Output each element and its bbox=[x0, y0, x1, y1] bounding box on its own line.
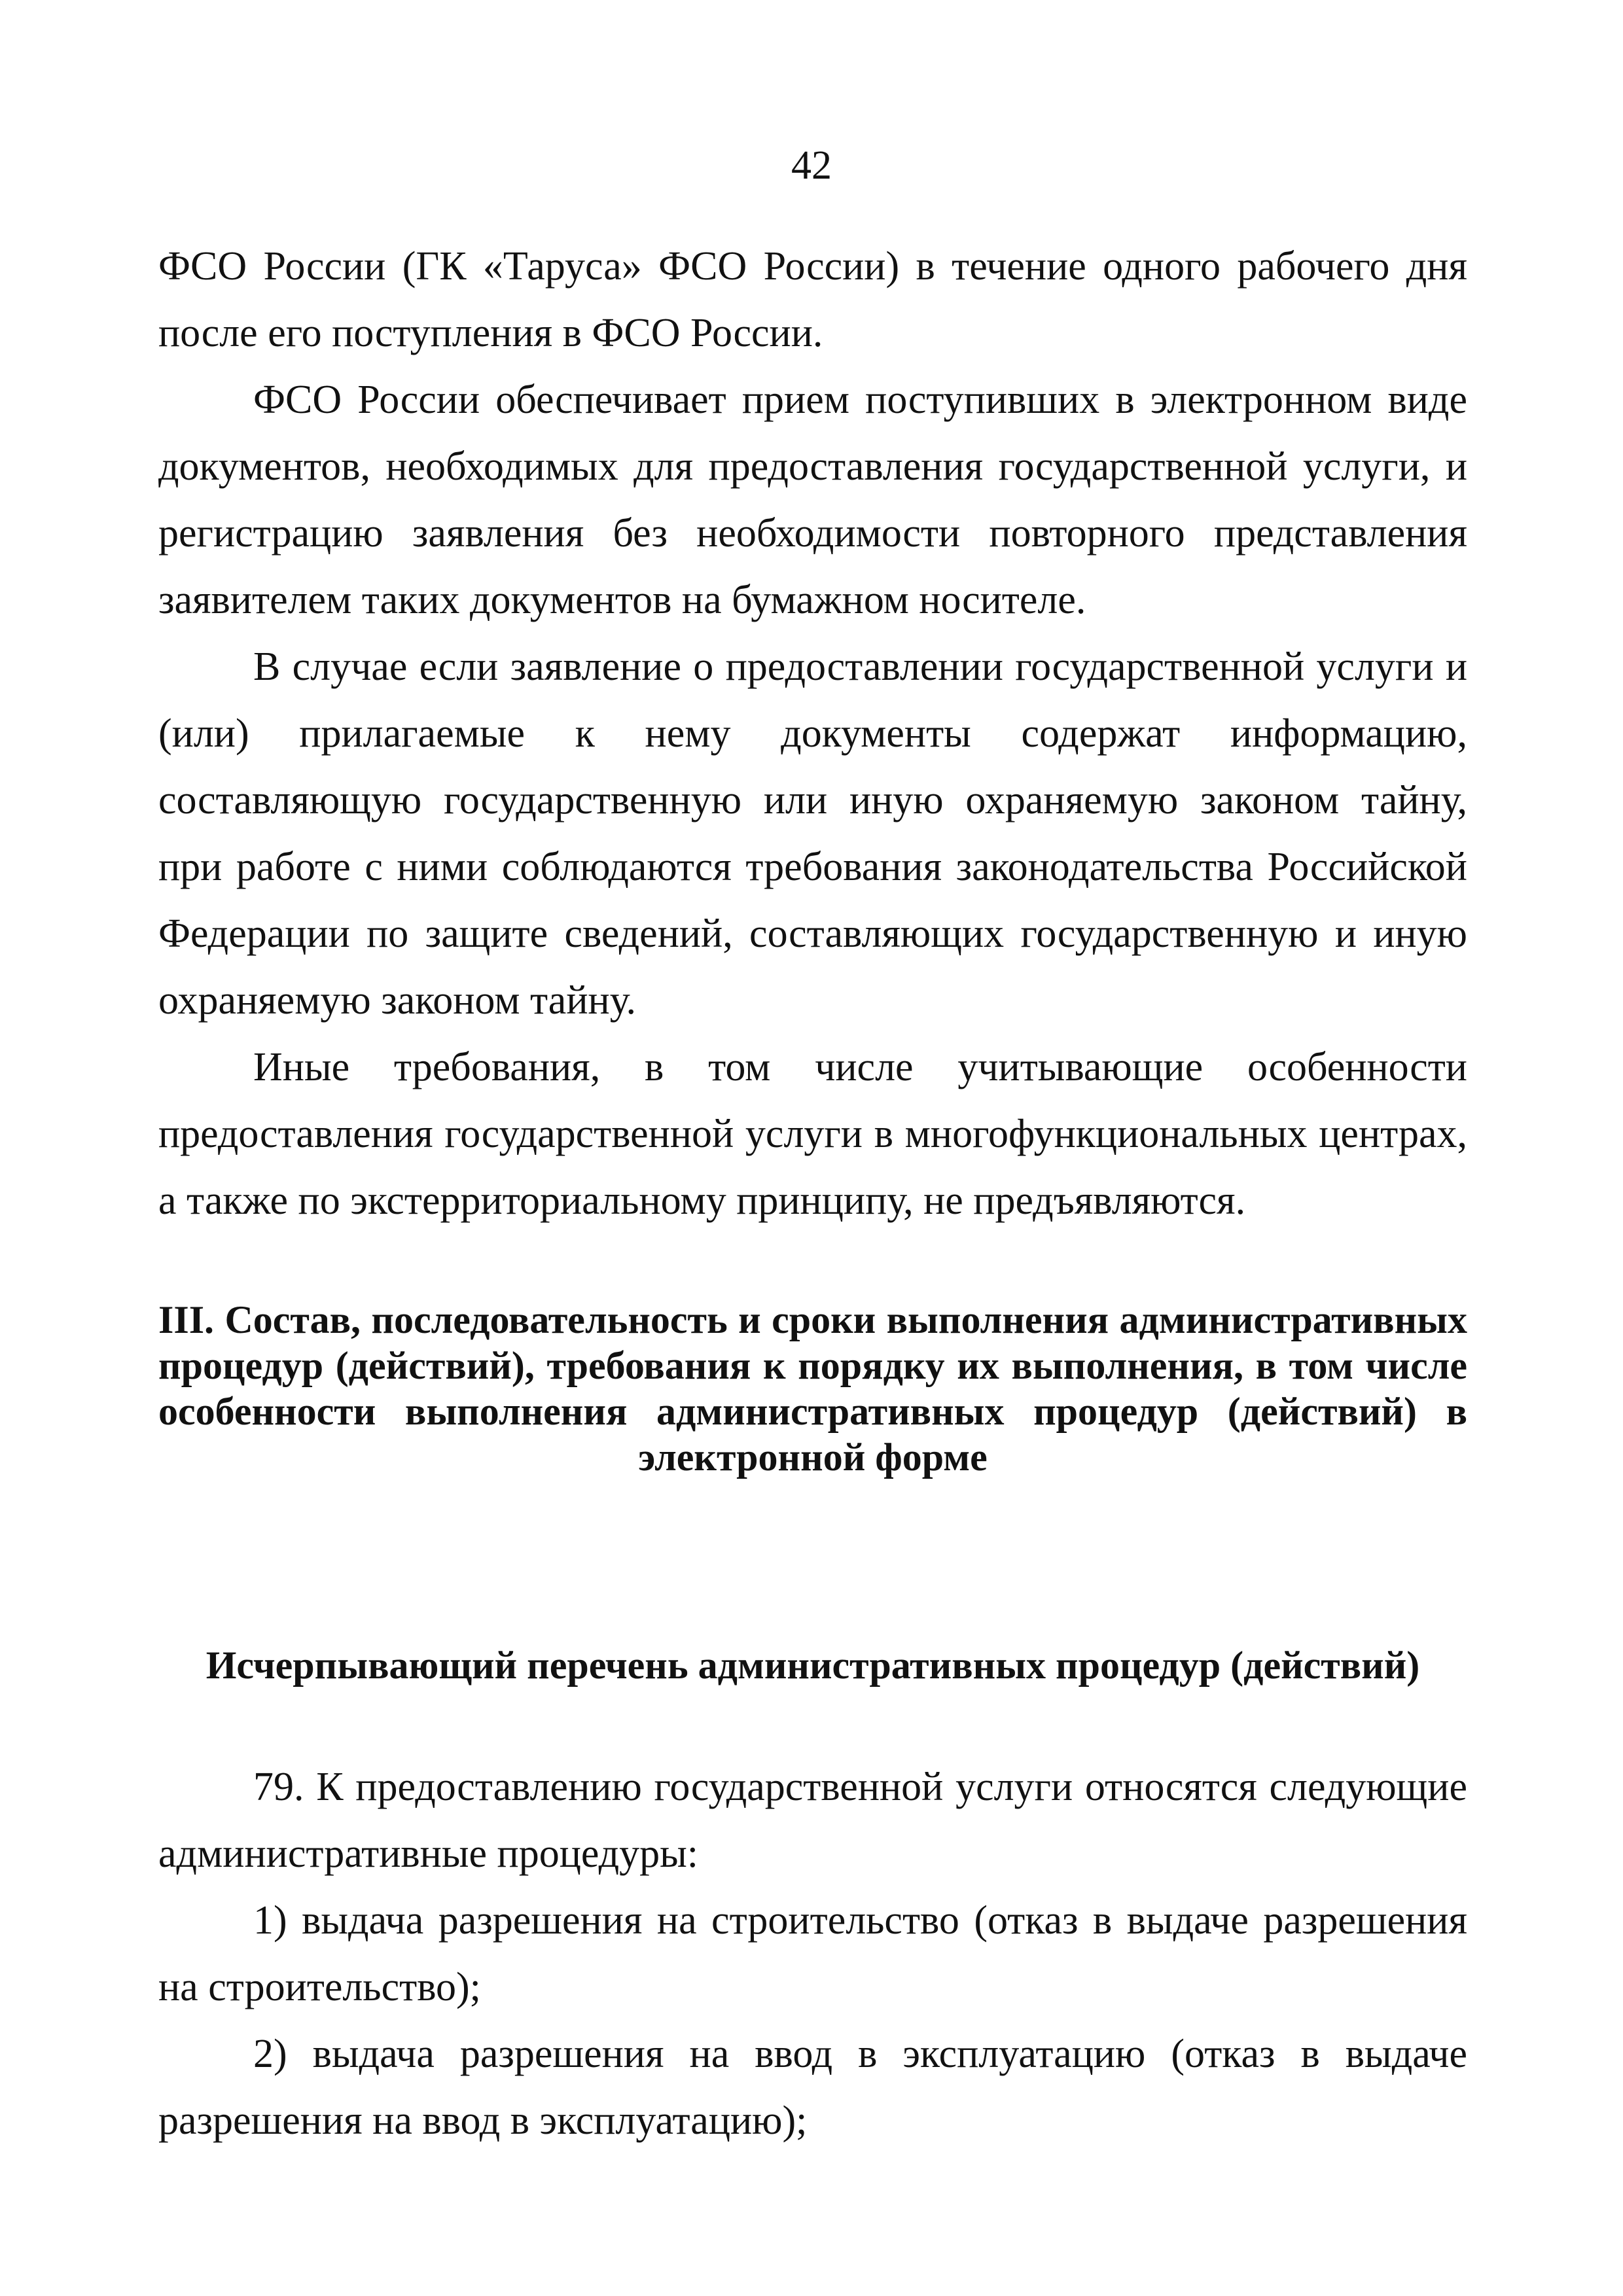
paragraph-2: ФСО России обеспечивает прием поступивших в электронном виде документов, необходимых для предоставления государственной услуги, и регистрацию заявления без необходимости повторного представления заявителем таких документов на бумажном носителе. bbox=[158, 378, 1467, 622]
sub-heading: Исчерпывающий перечень административных процедур (действий) bbox=[205, 1644, 1420, 1687]
procedures-list bbox=[158, 1754, 1467, 2154]
list-item: 2) выдача разрешения на ввод в эксплуатацию (отказ в выдаче разрешения на ввод в эксплуатацию); bbox=[158, 2032, 1467, 2143]
paragraph-3: В случае если заявление о предоставлении государственной услуги и (или) прилагаемые к нему документы содержат информацию, составляющую государственную или иную охраняемую законом тайну, при работе с ними соблюдаются требования законодательства Российской Федерации по защите сведений, составляющих государственную и иную охраняемую законом тайну. bbox=[158, 645, 1467, 1023]
list-intro-paragraph: 79. К предоставлению государственной услуги относятся следующие административные процедуры: bbox=[158, 1765, 1467, 1876]
paragraph-block-intro bbox=[158, 233, 1467, 1234]
list-item: 1) выдача разрешения на строительство (отказ в выдаче разрешения на строительство); bbox=[158, 1898, 1467, 2009]
page-number: 42 bbox=[791, 143, 832, 188]
section-heading: III. Состав, последовательность и сроки выполнения административных процедур (действий), требования к порядку их выполнения, в том числе особенности выполнения административных процедур (действий) в электронной форме bbox=[158, 1298, 1467, 1479]
paragraph-1: ФСО России (ГК «Таруса» ФСО России) в течение одного рабочего дня после его поступления в ФСО России. bbox=[158, 244, 1467, 355]
paragraph-4: Иные требования, в том числе учитывающие особенности предоставления государственной услуги в многофункциональных центрах, а также по экстерриториальному принципу, не предъявляются. bbox=[158, 1045, 1467, 1223]
